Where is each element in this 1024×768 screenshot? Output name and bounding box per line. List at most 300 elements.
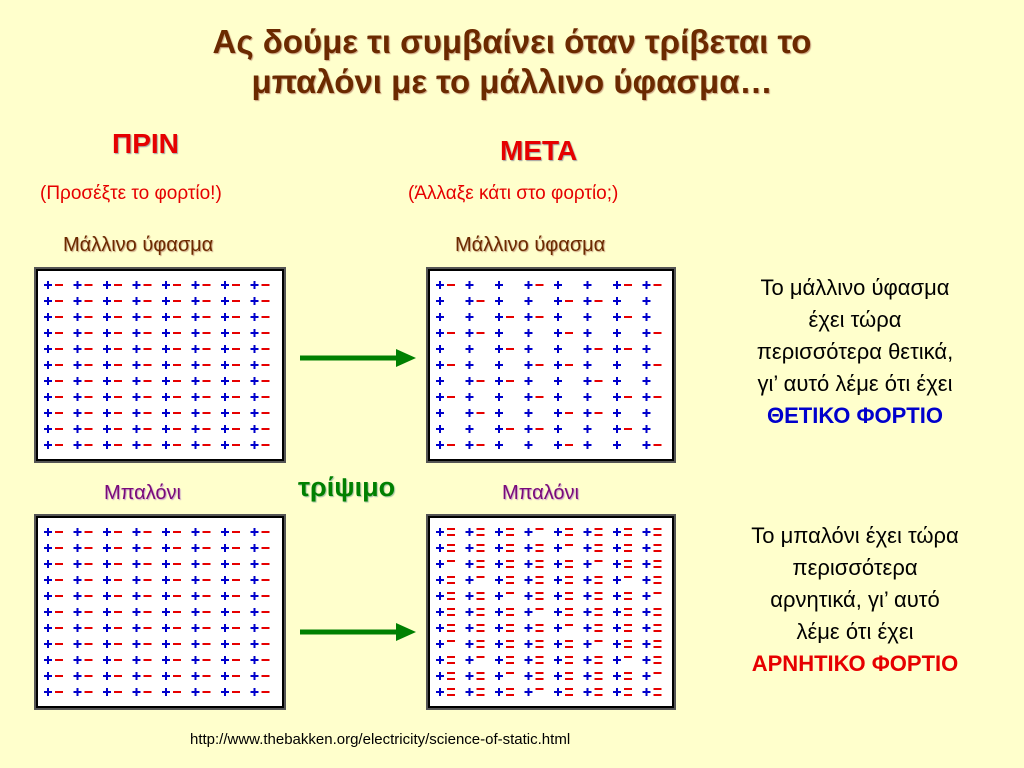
plus-charge-icon xyxy=(192,393,200,401)
plus-charge-icon xyxy=(103,640,111,648)
plus-charge-icon xyxy=(643,672,651,680)
plus-charge-icon xyxy=(192,672,200,680)
plus-charge-icon xyxy=(584,688,592,696)
plus-charge-icon xyxy=(643,576,651,584)
plus-charge-icon xyxy=(584,313,592,321)
plus-charge-icon xyxy=(221,560,229,568)
plus-charge-icon xyxy=(495,576,503,584)
plus-charge-icon xyxy=(133,425,141,433)
plus-charge-icon xyxy=(436,441,444,449)
plus-charge-icon xyxy=(133,377,141,385)
plus-charge-icon xyxy=(103,425,111,433)
plus-charge-icon xyxy=(554,441,562,449)
source-url: http://www.thebakken.org/electricity/science-of-static.html xyxy=(190,731,571,748)
plus-charge-icon xyxy=(554,592,562,600)
plus-charge-icon xyxy=(525,281,533,289)
plus-charge-icon xyxy=(103,656,111,664)
plus-charge-icon xyxy=(613,329,621,337)
plus-charge-icon xyxy=(44,560,52,568)
plus-charge-icon xyxy=(554,329,562,337)
plus-charge-icon xyxy=(643,624,651,632)
plus-charge-icon xyxy=(251,592,259,600)
after-heading: ΜΕΤΑ xyxy=(500,135,578,166)
plus-charge-icon xyxy=(251,361,259,369)
cloth-desc-line-2: έχει τώρα xyxy=(808,307,902,332)
plus-charge-icon xyxy=(613,313,621,321)
plus-charge-icon xyxy=(613,640,621,648)
balloon-description xyxy=(700,520,1010,680)
plus-charge-icon xyxy=(643,528,651,536)
plus-charge-icon xyxy=(44,592,52,600)
plus-charge-icon xyxy=(74,608,82,616)
plus-charge-icon xyxy=(495,560,503,568)
after-balloon-charges xyxy=(430,518,672,706)
plus-charge-icon xyxy=(554,345,562,353)
plus-charge-icon xyxy=(162,688,170,696)
plus-charge-icon xyxy=(554,393,562,401)
plus-charge-icon xyxy=(466,393,474,401)
plus-charge-icon xyxy=(74,441,82,449)
plus-charge-icon xyxy=(221,640,229,648)
plus-charge-icon xyxy=(495,393,503,401)
plus-charge-icon xyxy=(162,281,170,289)
plus-charge-icon xyxy=(495,688,503,696)
plus-charge-icon xyxy=(192,281,200,289)
plus-charge-icon xyxy=(584,624,592,632)
plus-charge-icon xyxy=(643,345,651,353)
plus-charge-icon xyxy=(103,329,111,337)
plus-charge-icon xyxy=(162,297,170,305)
plus-charge-icon xyxy=(133,640,141,648)
plus-charge-icon xyxy=(584,592,592,600)
plus-charge-icon xyxy=(613,672,621,680)
plus-charge-icon xyxy=(44,441,52,449)
plus-charge-icon xyxy=(251,560,259,568)
plus-charge-icon xyxy=(525,672,533,680)
plus-charge-icon xyxy=(133,656,141,664)
plus-charge-icon xyxy=(436,329,444,337)
plus-charge-icon xyxy=(466,425,474,433)
plus-charge-icon xyxy=(466,544,474,552)
plus-charge-icon xyxy=(74,313,82,321)
plus-charge-icon xyxy=(44,656,52,664)
plus-charge-icon xyxy=(74,656,82,664)
plus-charge-icon xyxy=(584,640,592,648)
plus-charge-icon xyxy=(584,608,592,616)
plus-charge-icon xyxy=(251,688,259,696)
plus-charge-icon xyxy=(44,361,52,369)
plus-charge-icon xyxy=(251,528,259,536)
plus-charge-icon xyxy=(584,345,592,353)
plus-charge-icon xyxy=(192,544,200,552)
plus-charge-icon xyxy=(192,409,200,417)
plus-charge-icon xyxy=(613,281,621,289)
plus-charge-icon xyxy=(103,608,111,616)
plus-charge-icon xyxy=(103,409,111,417)
plus-charge-icon xyxy=(643,329,651,337)
plus-charge-icon xyxy=(74,528,82,536)
balloon-desc-line-4: λέμε ότι έχει xyxy=(796,619,914,644)
plus-charge-icon xyxy=(466,441,474,449)
plus-charge-icon xyxy=(162,409,170,417)
plus-charge-icon xyxy=(221,361,229,369)
plus-charge-icon xyxy=(162,441,170,449)
plus-charge-icon xyxy=(251,281,259,289)
plus-charge-icon xyxy=(554,425,562,433)
plus-charge-icon xyxy=(162,313,170,321)
plus-charge-icon xyxy=(584,361,592,369)
plus-charge-icon xyxy=(192,425,200,433)
plus-charge-icon xyxy=(133,281,141,289)
plus-charge-icon xyxy=(584,393,592,401)
plus-charge-icon xyxy=(162,656,170,664)
plus-charge-icon xyxy=(436,656,444,664)
plus-charge-icon xyxy=(221,377,229,385)
plus-charge-icon xyxy=(525,297,533,305)
plus-charge-icon xyxy=(221,281,229,289)
plus-charge-icon xyxy=(643,688,651,696)
plus-charge-icon xyxy=(436,624,444,632)
plus-charge-icon xyxy=(103,393,111,401)
plus-charge-icon xyxy=(103,313,111,321)
plus-charge-icon xyxy=(192,528,200,536)
page-title xyxy=(0,22,1024,102)
plus-charge-icon xyxy=(221,409,229,417)
before-balloon-label: Μπαλόνι xyxy=(104,482,182,504)
plus-charge-icon xyxy=(133,688,141,696)
negative-charge-label: ΑΡΝΗΤΙΚΟ ΦΟΡΤΙΟ xyxy=(751,651,959,676)
plus-charge-icon xyxy=(251,656,259,664)
plus-charge-icon xyxy=(584,329,592,337)
plus-charge-icon xyxy=(554,624,562,632)
plus-charge-icon xyxy=(44,544,52,552)
plus-charge-icon xyxy=(525,656,533,664)
plus-charge-icon xyxy=(466,640,474,648)
plus-charge-icon xyxy=(436,672,444,680)
plus-charge-icon xyxy=(643,656,651,664)
plus-charge-icon xyxy=(221,425,229,433)
plus-charge-icon xyxy=(436,560,444,568)
plus-charge-icon xyxy=(436,640,444,648)
plus-charge-icon xyxy=(584,656,592,664)
plus-charge-icon xyxy=(74,281,82,289)
plus-charge-icon xyxy=(162,329,170,337)
plus-charge-icon xyxy=(133,361,141,369)
plus-charge-icon xyxy=(44,281,52,289)
plus-charge-icon xyxy=(44,528,52,536)
plus-charge-icon xyxy=(613,441,621,449)
plus-charge-icon xyxy=(74,361,82,369)
plus-charge-icon xyxy=(162,544,170,552)
plus-charge-icon xyxy=(613,393,621,401)
plus-charge-icon xyxy=(251,640,259,648)
plus-charge-icon xyxy=(251,544,259,552)
plus-charge-icon xyxy=(495,608,503,616)
plus-charge-icon xyxy=(74,640,82,648)
plus-charge-icon xyxy=(103,528,111,536)
after-note: (Άλλαξε κάτι στο φορτίο;) xyxy=(408,183,619,204)
plus-charge-icon xyxy=(251,393,259,401)
plus-charge-icon xyxy=(44,425,52,433)
plus-charge-icon xyxy=(613,361,621,369)
plus-charge-icon xyxy=(251,425,259,433)
plus-charge-icon xyxy=(525,560,533,568)
plus-charge-icon xyxy=(133,560,141,568)
plus-charge-icon xyxy=(162,592,170,600)
plus-charge-icon xyxy=(613,409,621,417)
plus-charge-icon xyxy=(74,345,82,353)
plus-charge-icon xyxy=(74,672,82,680)
plus-charge-icon xyxy=(495,672,503,680)
before-cloth-charges xyxy=(38,271,282,459)
plus-charge-icon xyxy=(74,329,82,337)
plus-charge-icon xyxy=(103,441,111,449)
plus-charge-icon xyxy=(466,281,474,289)
plus-charge-icon xyxy=(495,345,503,353)
rubbing-label: τρίψιμο xyxy=(298,472,396,502)
after-cloth-label: Μάλλινο ύφασμα xyxy=(455,234,606,256)
plus-charge-icon xyxy=(525,592,533,600)
plus-charge-icon xyxy=(221,441,229,449)
plus-charge-icon xyxy=(74,393,82,401)
plus-charge-icon xyxy=(192,361,200,369)
plus-charge-icon xyxy=(466,361,474,369)
plus-charge-icon xyxy=(44,409,52,417)
plus-charge-icon xyxy=(554,608,562,616)
plus-charge-icon xyxy=(466,688,474,696)
plus-charge-icon xyxy=(495,329,503,337)
plus-charge-icon xyxy=(613,576,621,584)
plus-charge-icon xyxy=(436,528,444,536)
plus-charge-icon xyxy=(643,393,651,401)
plus-charge-icon xyxy=(613,560,621,568)
plus-charge-icon xyxy=(613,592,621,600)
after-cloth-charges xyxy=(430,271,672,459)
plus-charge-icon xyxy=(44,640,52,648)
plus-charge-icon xyxy=(251,297,259,305)
plus-charge-icon xyxy=(613,624,621,632)
plus-charge-icon xyxy=(192,592,200,600)
plus-charge-icon xyxy=(554,544,562,552)
plus-charge-icon xyxy=(495,409,503,417)
plus-charge-icon xyxy=(251,576,259,584)
plus-charge-icon xyxy=(436,393,444,401)
plus-charge-icon xyxy=(436,281,444,289)
plus-charge-icon xyxy=(436,313,444,321)
plus-charge-icon xyxy=(613,297,621,305)
plus-charge-icon xyxy=(103,576,111,584)
after-cloth-box xyxy=(428,269,674,461)
plus-charge-icon xyxy=(251,608,259,616)
plus-charge-icon xyxy=(74,409,82,417)
plus-charge-icon xyxy=(525,345,533,353)
plus-charge-icon xyxy=(436,592,444,600)
plus-charge-icon xyxy=(133,624,141,632)
plus-charge-icon xyxy=(643,544,651,552)
plus-charge-icon xyxy=(44,576,52,584)
plus-charge-icon xyxy=(162,624,170,632)
plus-charge-icon xyxy=(221,656,229,664)
plus-charge-icon xyxy=(466,409,474,417)
plus-charge-icon xyxy=(162,393,170,401)
plus-charge-icon xyxy=(133,313,141,321)
plus-charge-icon xyxy=(133,441,141,449)
plus-charge-icon xyxy=(466,297,474,305)
plus-charge-icon xyxy=(251,624,259,632)
plus-charge-icon xyxy=(251,409,259,417)
plus-charge-icon xyxy=(44,377,52,385)
plus-charge-icon xyxy=(643,281,651,289)
plus-charge-icon xyxy=(133,592,141,600)
plus-charge-icon xyxy=(133,329,141,337)
plus-charge-icon xyxy=(74,425,82,433)
plus-charge-icon xyxy=(251,345,259,353)
plus-charge-icon xyxy=(554,297,562,305)
plus-charge-icon xyxy=(192,329,200,337)
plus-charge-icon xyxy=(554,560,562,568)
plus-charge-icon xyxy=(613,377,621,385)
plus-charge-icon xyxy=(74,560,82,568)
plus-charge-icon xyxy=(133,576,141,584)
plus-charge-icon xyxy=(495,377,503,385)
cloth-desc-line-1: Το μάλλινο ύφασμα xyxy=(760,275,950,300)
plus-charge-icon xyxy=(613,544,621,552)
plus-charge-icon xyxy=(495,640,503,648)
plus-charge-icon xyxy=(221,608,229,616)
plus-charge-icon xyxy=(436,377,444,385)
plus-charge-icon xyxy=(436,688,444,696)
plus-charge-icon xyxy=(103,281,111,289)
plus-charge-icon xyxy=(495,656,503,664)
plus-charge-icon xyxy=(554,576,562,584)
plus-charge-icon xyxy=(103,688,111,696)
plus-charge-icon xyxy=(554,361,562,369)
plus-charge-icon xyxy=(162,345,170,353)
plus-charge-icon xyxy=(554,281,562,289)
plus-charge-icon xyxy=(44,297,52,305)
plus-charge-icon xyxy=(436,608,444,616)
plus-charge-icon xyxy=(554,656,562,664)
before-heading: ΠΡΙΝ xyxy=(112,128,179,159)
plus-charge-icon xyxy=(584,425,592,433)
plus-charge-icon xyxy=(436,361,444,369)
plus-charge-icon xyxy=(525,576,533,584)
bottom-arrow-icon xyxy=(298,620,418,644)
plus-charge-icon xyxy=(44,608,52,616)
plus-charge-icon xyxy=(525,688,533,696)
plus-charge-icon xyxy=(162,640,170,648)
plus-charge-icon xyxy=(192,297,200,305)
plus-charge-icon xyxy=(525,544,533,552)
plus-charge-icon xyxy=(133,528,141,536)
plus-charge-icon xyxy=(221,592,229,600)
plus-charge-icon xyxy=(436,345,444,353)
plus-charge-icon xyxy=(192,576,200,584)
plus-charge-icon xyxy=(525,377,533,385)
plus-charge-icon xyxy=(525,361,533,369)
plus-charge-icon xyxy=(495,297,503,305)
plus-charge-icon xyxy=(221,576,229,584)
plus-charge-icon xyxy=(44,329,52,337)
plus-charge-icon xyxy=(495,624,503,632)
top-arrow-icon xyxy=(298,346,418,370)
plus-charge-icon xyxy=(525,640,533,648)
plus-charge-icon xyxy=(74,544,82,552)
plus-charge-icon xyxy=(221,297,229,305)
before-cloth-label: Μάλλινο ύφασμα xyxy=(63,234,214,256)
plus-charge-icon xyxy=(251,377,259,385)
plus-charge-icon xyxy=(103,624,111,632)
plus-charge-icon xyxy=(495,281,503,289)
plus-charge-icon xyxy=(613,528,621,536)
plus-charge-icon xyxy=(584,576,592,584)
plus-charge-icon xyxy=(192,560,200,568)
plus-charge-icon xyxy=(221,672,229,680)
plus-charge-icon xyxy=(643,297,651,305)
plus-charge-icon xyxy=(192,345,200,353)
plus-charge-icon xyxy=(466,592,474,600)
plus-charge-icon xyxy=(466,608,474,616)
plus-charge-icon xyxy=(251,329,259,337)
plus-charge-icon xyxy=(643,361,651,369)
plus-charge-icon xyxy=(436,544,444,552)
plus-charge-icon xyxy=(192,608,200,616)
plus-charge-icon xyxy=(192,656,200,664)
plus-charge-icon xyxy=(162,425,170,433)
title-line-2: μπαλόνι με το μάλλινο ύφασμα… xyxy=(251,63,773,100)
plus-charge-icon xyxy=(495,544,503,552)
plus-charge-icon xyxy=(495,425,503,433)
plus-charge-icon xyxy=(495,592,503,600)
plus-charge-icon xyxy=(74,592,82,600)
plus-charge-icon xyxy=(466,329,474,337)
plus-charge-icon xyxy=(466,672,474,680)
plus-charge-icon xyxy=(221,528,229,536)
plus-charge-icon xyxy=(613,608,621,616)
plus-charge-icon xyxy=(554,409,562,417)
plus-charge-icon xyxy=(74,297,82,305)
plus-charge-icon xyxy=(133,297,141,305)
after-balloon-box xyxy=(428,516,674,708)
plus-charge-icon xyxy=(643,377,651,385)
plus-charge-icon xyxy=(192,624,200,632)
plus-charge-icon xyxy=(643,313,651,321)
plus-charge-icon xyxy=(221,688,229,696)
plus-charge-icon xyxy=(133,409,141,417)
plus-charge-icon xyxy=(44,313,52,321)
plus-charge-icon xyxy=(613,425,621,433)
plus-charge-icon xyxy=(192,377,200,385)
plus-charge-icon xyxy=(192,313,200,321)
title-line-1: Ας δούμε τι συμβαίνει όταν τρίβεται το xyxy=(212,23,812,60)
plus-charge-icon xyxy=(44,688,52,696)
plus-charge-icon xyxy=(643,560,651,568)
cloth-description xyxy=(700,272,1010,432)
plus-charge-icon xyxy=(525,528,533,536)
plus-charge-icon xyxy=(466,313,474,321)
plus-charge-icon xyxy=(613,656,621,664)
cloth-desc-line-3: περισσότερα θετικά, xyxy=(756,339,954,364)
plus-charge-icon xyxy=(251,441,259,449)
plus-charge-icon xyxy=(584,409,592,417)
plus-charge-icon xyxy=(103,672,111,680)
before-balloon-box xyxy=(36,516,284,708)
plus-charge-icon xyxy=(103,592,111,600)
plus-charge-icon xyxy=(74,624,82,632)
plus-charge-icon xyxy=(554,640,562,648)
plus-charge-icon xyxy=(525,393,533,401)
plus-charge-icon xyxy=(643,640,651,648)
